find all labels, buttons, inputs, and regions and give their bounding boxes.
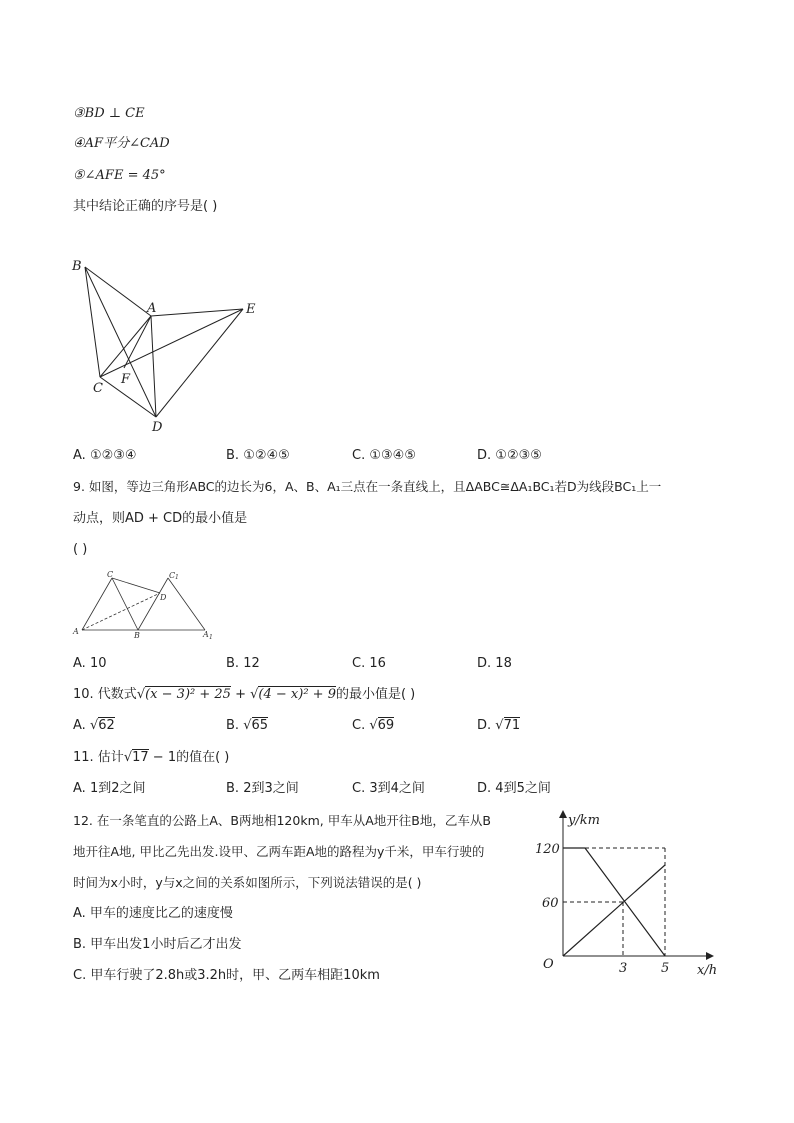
option-text: ①②④⑤ [243, 448, 290, 463]
option-text: 1到2之间 [89, 781, 146, 796]
option-letter: A. [73, 448, 86, 463]
sqrt-sign: √ [250, 687, 259, 702]
option-letter: D. [477, 781, 492, 796]
option-text: 2到3之间 [243, 781, 299, 796]
x-axis-label: x/h [697, 963, 718, 978]
fig9-label-c1: C [169, 571, 176, 580]
distance-time-graph [534, 808, 734, 983]
option-letter: B. [226, 448, 240, 463]
q8-option-a[interactable] [73, 448, 137, 464]
option-text: 18 [495, 656, 512, 671]
fig9-label-b: B [134, 631, 140, 640]
option-letter: B. [226, 656, 240, 671]
q11-prefix: 11. 估计 [73, 750, 124, 765]
option-radicand: 62 [98, 718, 115, 733]
q9-option-b[interactable] [226, 656, 260, 672]
question-9-paren: ( ) [73, 542, 88, 557]
fig9-label-d: D [160, 593, 167, 602]
option-text: 4到5之间 [495, 781, 551, 796]
fig9-label-a: A [73, 627, 79, 636]
q12-option-b[interactable]: B. 甲车出发1小时后乙才出发 [73, 937, 242, 952]
origin-label: O [543, 957, 554, 972]
option-letter: D. [477, 718, 492, 733]
q9-option-c[interactable] [352, 656, 386, 672]
q11-radicand: 17 [132, 750, 149, 765]
q10-option-d[interactable] [477, 718, 520, 734]
question-12-line-1: 12. 在一条笔直的公路上A、B两地相120km, 甲车从A地开往B地，乙车从B [73, 813, 491, 828]
q12-option-c[interactable]: C. 甲车行驶了2.8h或3.2h时，甲、乙两车相距10km [73, 968, 380, 983]
q11-option-a[interactable] [73, 781, 145, 797]
q11-option-d[interactable] [477, 781, 551, 797]
option-letter: B. [226, 781, 240, 796]
option-text: ①③④⑤ [369, 448, 416, 463]
q11-option-c[interactable] [352, 781, 425, 797]
option-letter: D. [477, 448, 492, 463]
option-text: 16 [369, 656, 386, 671]
figure-q8 [68, 255, 268, 435]
fig9-label-a1: A [203, 630, 209, 639]
fig8-label-a: A [147, 301, 157, 316]
option-letter: C. [352, 656, 366, 671]
question-9-line-2: 动点，则AD + CD的最小值是 [73, 511, 248, 526]
fig8-label-c: C [93, 381, 103, 396]
option-letter: A. [73, 781, 86, 796]
q11-option-b[interactable] [226, 781, 299, 797]
fig9-label-c: C [107, 570, 114, 579]
option-letter: B. [226, 718, 240, 733]
option-letter: C. [352, 781, 366, 796]
sqrt-sign: √ [369, 718, 378, 733]
q10-option-b[interactable] [226, 718, 268, 734]
q10-suffix: 的最小值是( ) [335, 687, 416, 702]
q10-option-c[interactable] [352, 718, 394, 734]
sqrt-sign: √ [89, 718, 99, 733]
q8-option-b[interactable] [226, 448, 290, 464]
y-tick-120: 120 [535, 842, 560, 857]
q8-option-d[interactable] [477, 448, 542, 464]
question-10 [73, 687, 415, 703]
option-radicand: 65 [251, 718, 269, 733]
question-11 [73, 750, 229, 766]
x-axis-arrow-icon [706, 952, 714, 960]
option-letter: C. [352, 448, 366, 463]
q9-option-d[interactable] [477, 656, 512, 672]
q12-option-a[interactable]: A. 甲车的速度比乙的速度慢 [73, 906, 233, 921]
fig8-label-e: E [246, 302, 256, 317]
fig8-label-f: F [121, 372, 131, 387]
option-text: ①②③④ [89, 448, 137, 463]
sqrt-sign: √ [123, 750, 133, 765]
option-letter: A. [73, 656, 86, 671]
fig9-label-c1-sub: 1 [175, 574, 179, 581]
q10-radicand-1: (x − 3)² + 25 [145, 687, 231, 702]
question-9-line-1: 9. 如图，等边三角形ABC的边长为6，A、B、A₁三点在一条直线上，且ΔABC≅ΔA₁BC₁若D为线段BC₁上一 [73, 479, 662, 494]
q8-option-c[interactable] [352, 448, 416, 464]
sqrt-sign: √ [495, 718, 504, 733]
q10-radicand-2: (4 − x)² + 9 [258, 687, 336, 702]
sqrt-sign: √ [136, 687, 146, 702]
y-axis-label: y/km [568, 813, 600, 828]
option-radicand: 69 [377, 718, 395, 733]
q10-prefix: 10. 代数式 [73, 687, 137, 702]
y-tick-60: 60 [542, 896, 559, 911]
statement-3: ③BD ⊥ CE [73, 106, 145, 121]
fig8-label-d: D [152, 420, 163, 435]
fig9-label-a1-sub: 1 [209, 634, 213, 641]
option-text: 3到4之间 [369, 781, 425, 796]
option-text: ①②③⑤ [495, 448, 542, 463]
option-radicand: 71 [503, 718, 521, 733]
question-12-line-2: 地开往A地, 甲比乙先出发.设甲、乙两车距A地的路程为y千米，甲车行驶的 [73, 844, 485, 859]
statement-4: ④AF平分∠CAD [73, 136, 170, 151]
statement-5: ⑤∠AFE = 45° [73, 168, 166, 183]
question-8-prompt: 其中结论正确的序号是( ) [73, 199, 218, 214]
car-a-line [563, 865, 665, 956]
q10-plus: + [235, 687, 246, 702]
x-tick-3: 3 [619, 961, 628, 976]
y-axis-arrow-icon [559, 810, 567, 818]
option-letter: C. [352, 718, 366, 733]
sqrt-sign: √ [243, 718, 252, 733]
option-letter: D. [477, 656, 492, 671]
q10-option-a[interactable] [73, 718, 115, 734]
fig8-label-b: B [72, 259, 82, 274]
q11-suffix: − 1的值在( ) [148, 750, 230, 765]
q9-option-a[interactable] [73, 656, 106, 672]
figure-q9 [70, 568, 220, 640]
option-letter: A. [73, 718, 86, 733]
option-text: 12 [243, 656, 260, 671]
x-tick-5: 5 [661, 961, 670, 976]
question-12-line-3: 时间为x小时，y与x之间的关系如图所示，下列说法错误的是( ) [73, 875, 422, 890]
option-text: 10 [89, 656, 107, 671]
